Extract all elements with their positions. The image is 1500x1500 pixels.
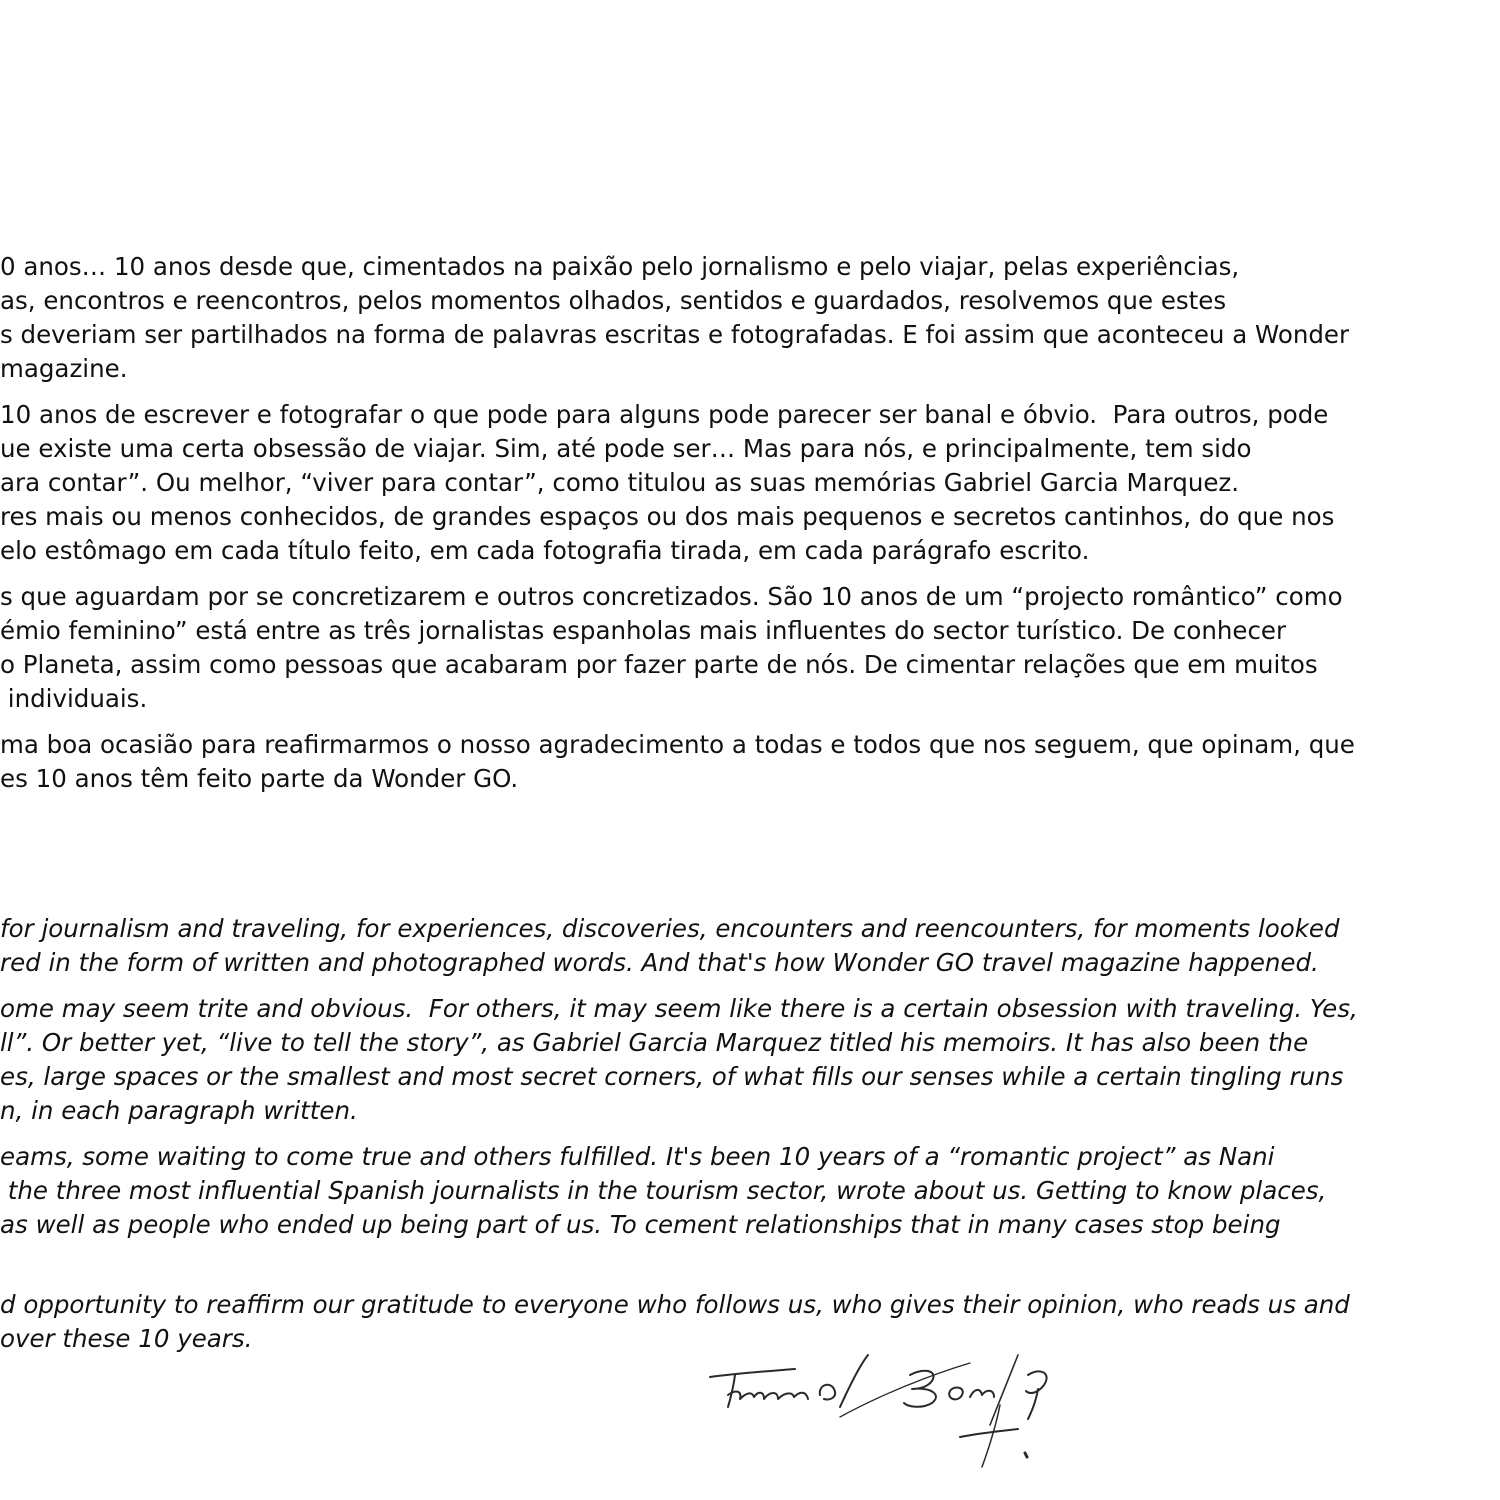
handwritten-signature [700,1345,1080,1470]
text-line: o Planeta, assim como pessoas que acabaram por fazer parte de nós. De cimentar relações que em muitos [0,650,1318,679]
text-line: elo estômago em cada título feito, em cada fotografia tirada, em cada parágrafo escrito. [0,536,1090,565]
portuguese-text [0,250,1500,808]
text-line: émio feminino” está entre as três jornalistas espanholas mais influentes do sector turístico. De conhecer [0,616,1287,645]
text-line [0,1242,1500,1276]
text-line: red in the form of written and photographed words. And that's how Wonder GO travel magazine happened. [0,948,1319,977]
english-text [0,912,1500,1368]
text-line: the three most influential Spanish journalists in the tourism sector, wrote about us. Getting to know places, [0,1176,1327,1205]
text-line: over these 10 years. [0,1324,253,1353]
en-paragraph-1 [0,912,1500,980]
text-line: s que aguardam por se concretizarem e outros concretizados. São 10 anos de um “projecto romântico” como [0,582,1343,611]
en-paragraph-3 [0,1140,1500,1276]
text-line: es 10 anos têm feito parte da Wonder GO. [0,764,519,793]
text-line: for journalism and traveling, for experiences, discoveries, encounters and reencounters, for moments looked [0,914,1340,943]
text-line: res mais ou menos conhecidos, de grandes espaços ou dos mais pequenos e secretos cantinhos, do que nos [0,502,1335,531]
text-line: n, in each paragraph written. [0,1096,358,1125]
text-line: ll”. Or better yet, “live to tell the story”, as Gabriel Garcia Marquez titled his memoirs. It has also been the [0,1028,1309,1057]
text-line: ma boa ocasião para reafirmarmos o nosso agradecimento a todas e todos que nos seguem, que opinam, que [0,730,1355,759]
text-line: 0 anos… 10 anos desde que, cimentados na paixão pelo jornalismo e pelo viajar, pelas experiências, [0,252,1240,281]
pt-paragraph-1 [0,250,1500,386]
text-line: 10 anos de escrever e fotografar o que pode para alguns pode parecer ser banal e óbvio. Para outros, pode [0,400,1329,429]
text-line: as well as people who ended up being part of us. To cement relationships that in many cases stop being [0,1210,1281,1239]
text-line: ue existe uma certa obsessão de viajar. Sim, até pode ser… Mas para nós, e principalmente, tem sido [0,434,1252,463]
pt-paragraph-3 [0,580,1500,716]
text-line: magazine. [0,354,128,383]
text-line: eams, some waiting to come true and others fulfilled. It's been 10 years of a “romantic project” as Nani [0,1142,1275,1171]
pt-paragraph-2 [0,398,1500,568]
text-line: es, large spaces or the smallest and most secret corners, of what fills our senses while a certain tingling runs [0,1062,1344,1091]
text-line: as, encontros e reencontros, pelos momentos olhados, sentidos e guardados, resolvemos que estes [0,286,1227,315]
en-paragraph-2 [0,992,1500,1128]
text-line: d opportunity to reaffirm our gratitude to everyone who follows us, who gives their opinion, who reads us and [0,1290,1350,1319]
text-line: ome may seem trite and obvious. For others, it may seem like there is a certain obsession with traveling. Yes, [0,994,1358,1023]
text-line: individuais. [0,684,148,713]
text-line: s deveriam ser partilhados na forma de palavras escritas e fotografadas. E foi assim que aconteceu a Wonder [0,320,1350,349]
text-line: ara contar”. Ou melhor, “viver para contar”, como titulou as suas memórias Gabriel Garcia Marquez. [0,468,1240,497]
pt-paragraph-4 [0,728,1500,796]
